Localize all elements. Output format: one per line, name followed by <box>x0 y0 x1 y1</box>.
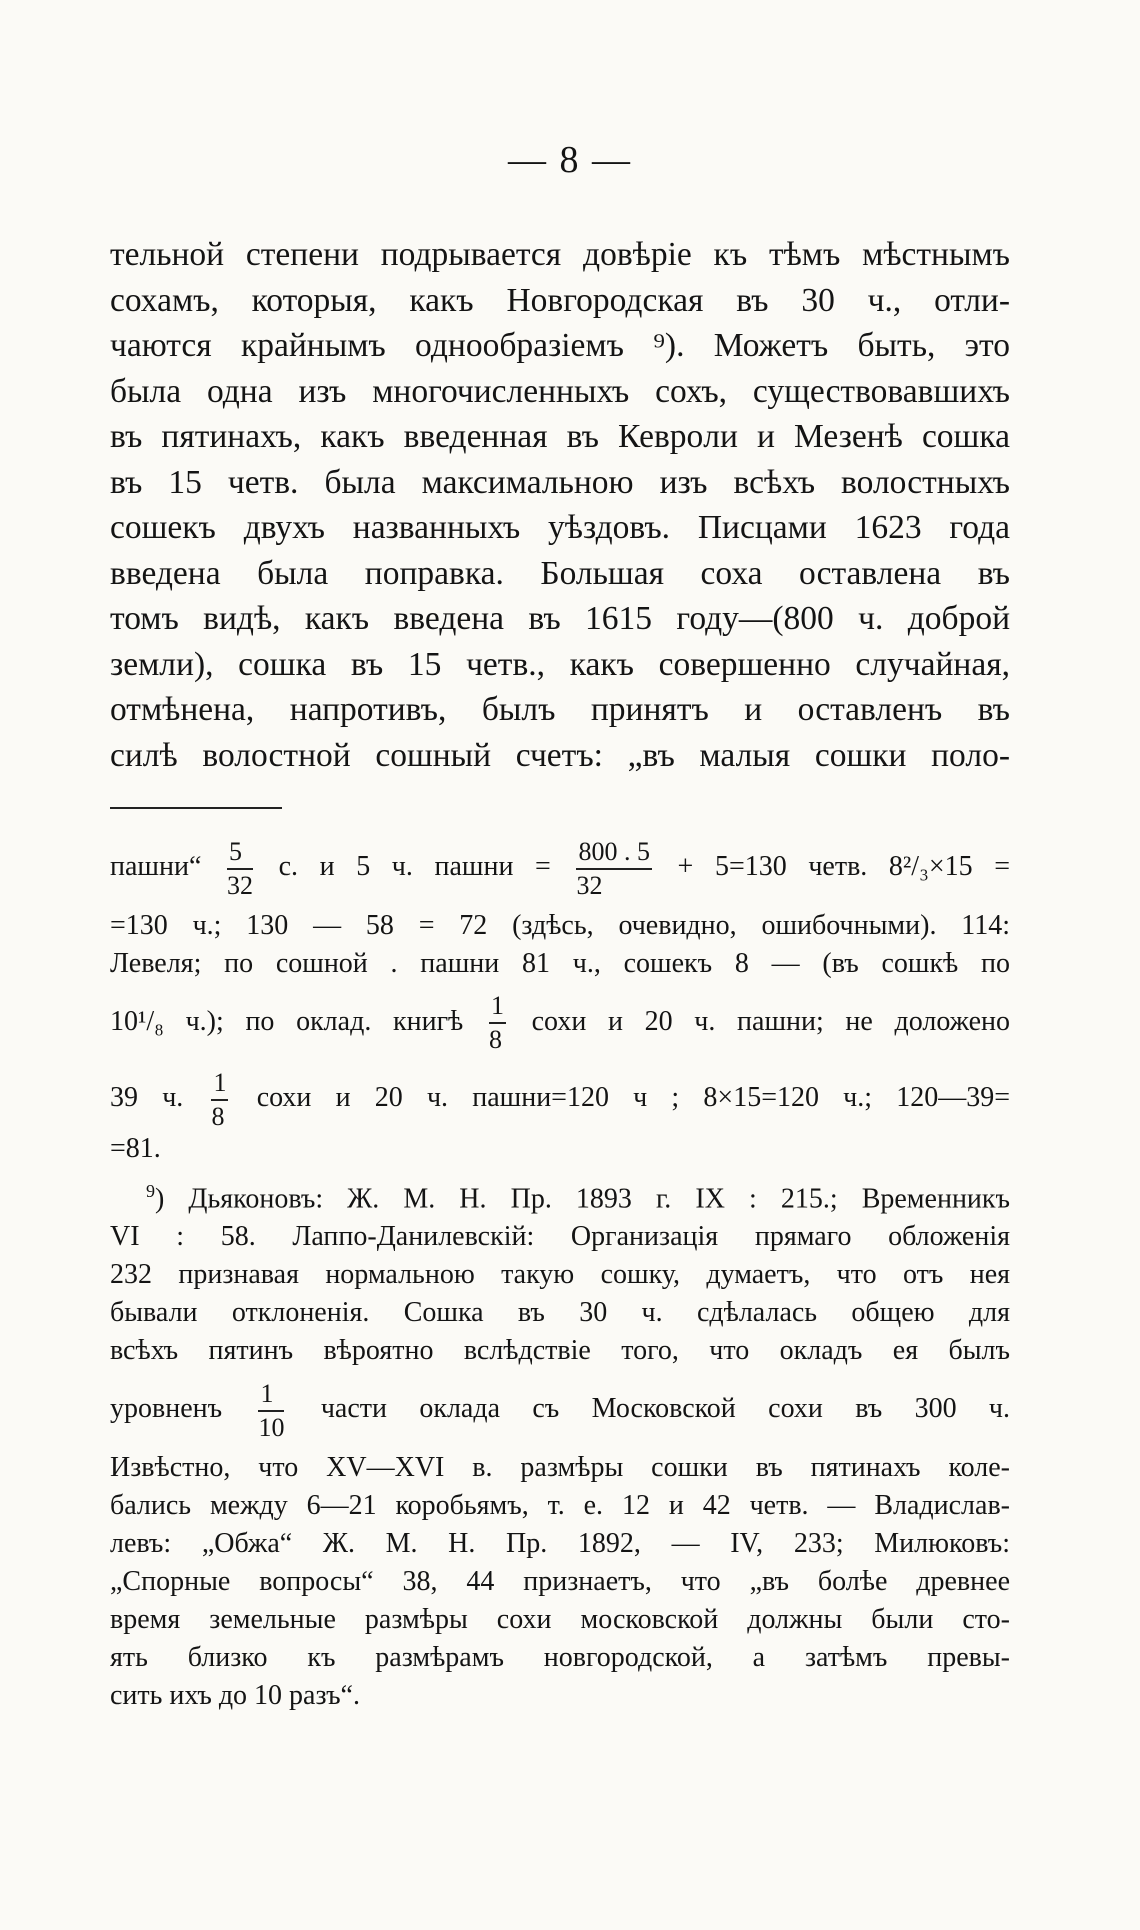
footnote-line: сить ихъ до 10 разъ“. <box>110 1679 360 1711</box>
fraction-numerator: 1 <box>489 993 506 1024</box>
footnote-text: + 5=130 четв. 8²/₃×15 = <box>677 851 1011 882</box>
footnote-text: части оклада съ Московской сохи въ 300 ч. <box>320 1393 1011 1425</box>
text-line: введена была поправка. Большая соха оставлена въ <box>110 554 1010 592</box>
footnote-line: „Спорные вопросы“ 38, 44 признаетъ, что „въ болѣе древнее <box>110 1565 1010 1597</box>
text-line: земли), сошка въ 15 четв., какъ совершенно случайная, <box>110 645 1010 683</box>
footnote-line: бывали отклоненія. Сошка въ 30 ч. сдѣлалась общею для <box>110 1297 1010 1329</box>
text-line: была одна изъ многочисленныхъ сохъ, существовавшихъ <box>110 372 1010 410</box>
fraction-denominator: 32 <box>226 870 253 900</box>
fraction <box>489 993 506 1053</box>
footnote-line: Левеля; по сошной . пашни 81 ч., сошекъ 8 — (въ сошкѣ по <box>110 947 1010 979</box>
text-line: сошекъ двухъ названныхъ уѣздовъ. Писцами 1623 года <box>110 509 1010 546</box>
fraction-denominator: 8 <box>211 1101 225 1131</box>
text-line: отмѣнена, напротивъ, былъ принятъ и оставленъ въ <box>110 691 1010 728</box>
fraction <box>211 1067 228 1131</box>
footnote-line <box>110 991 1010 1054</box>
text-line: силѣ волостной сошный счетъ: „въ малыя сошки поло- <box>110 736 1010 774</box>
footnote-line <box>110 838 1010 899</box>
footnote-text: сохи и 20 ч. пашни=120 ч ; 8×15=120 ч.; 120—39= <box>256 1082 1011 1114</box>
text-line: томъ видѣ, какъ введена въ 1615 году—(800 ч. доброй <box>110 600 1010 637</box>
fraction-numerator: 1 <box>258 1381 284 1412</box>
fraction-numerator: 5 <box>227 839 253 870</box>
fraction-denominator: 32 <box>576 870 603 900</box>
fraction <box>226 836 253 900</box>
footnote-line: время земельные размѣры сохи московской должны были сто- <box>110 1603 1010 1635</box>
footnote-text: ) Дьяконовъ: Ж. М. Н. Пр. 1893 г. IX : 215.; Временникъ <box>155 1183 1010 1215</box>
main-text <box>110 232 1010 778</box>
fraction <box>576 836 652 900</box>
fraction-denominator: 10 <box>258 1412 285 1442</box>
text-line: въ 15 четв. была максимальною изъ всѣхъ волостныхъ <box>110 463 1010 501</box>
footnote-line <box>110 1067 1010 1130</box>
text-line: въ пятинахъ, какъ введенная въ Кеврoли и Мезенѣ сошка <box>110 418 1010 455</box>
footnote-line: бались между 6—21 коробьямъ, т. е. 12 и 42 четв. — Владислав- <box>110 1489 1010 1521</box>
footnote-line: VI : 58. Лаппо-Данилевскій: Организація прямаго обложенія <box>110 1221 1010 1253</box>
fraction-denominator: 8 <box>488 1025 502 1055</box>
footnote-text: 39 ч. <box>110 1082 184 1114</box>
footnote-text: уровненъ <box>110 1393 223 1425</box>
footnote-line: всѣхъ пятинъ вѣроятно вслѣдствіе того, что окладъ ея былъ <box>110 1335 1010 1367</box>
footnote-marker: 9 <box>146 1181 155 1201</box>
footnote-line: =130 ч.; 130 — 58 = 72 (здѣсь, очевидно, ошибочными). 114: <box>110 909 1010 941</box>
text-line: тельной степени подрывается довѣріе къ тѣмъ мѣстнымъ <box>110 236 1010 273</box>
fraction-numerator: 1 <box>211 1070 228 1101</box>
footnote-text: сохи и 20 ч. пашни; не доложено <box>531 1005 1011 1037</box>
fraction-numerator: 800 . 5 <box>576 839 652 870</box>
footnote-continuation <box>110 838 1010 1168</box>
footnote-text: пашни“ <box>110 851 202 882</box>
text-line: сохамъ, которыя, какъ Новгородская въ 30 ч., отли- <box>110 281 1010 319</box>
page-number: — 8 — <box>508 139 632 181</box>
fraction <box>258 1378 285 1442</box>
footnote-line: =81. <box>110 1132 161 1164</box>
footnote-text: с. и 5 ч. пашни = <box>278 851 551 882</box>
footnote-line: левъ: „Обжа“ Ж. М. Н. Пр. 1892, — IV, 233; Милюковъ: <box>110 1527 1010 1559</box>
footnote-9 <box>110 1172 1010 1715</box>
footnote-text: 10¹/₈ ч.); по оклад. книгѣ <box>110 1005 464 1037</box>
footnote-divider <box>110 807 282 809</box>
footnote-line: 232 признавая нормальною такую сошку, думаетъ, что отъ нея <box>110 1259 1010 1291</box>
footnote-line <box>110 1172 1010 1218</box>
footnote-line: ять близко къ размѣрамъ новгородской, а затѣмъ превы- <box>110 1641 1010 1673</box>
text-line: чаются крайнымъ однообразіемъ ⁹). Можетъ быть, это <box>110 327 1010 364</box>
footnote-line: Извѣстно, что XV—XVI в. размѣры сошки въ пятинахъ коле- <box>110 1451 1010 1483</box>
footnote-line <box>110 1378 1010 1441</box>
